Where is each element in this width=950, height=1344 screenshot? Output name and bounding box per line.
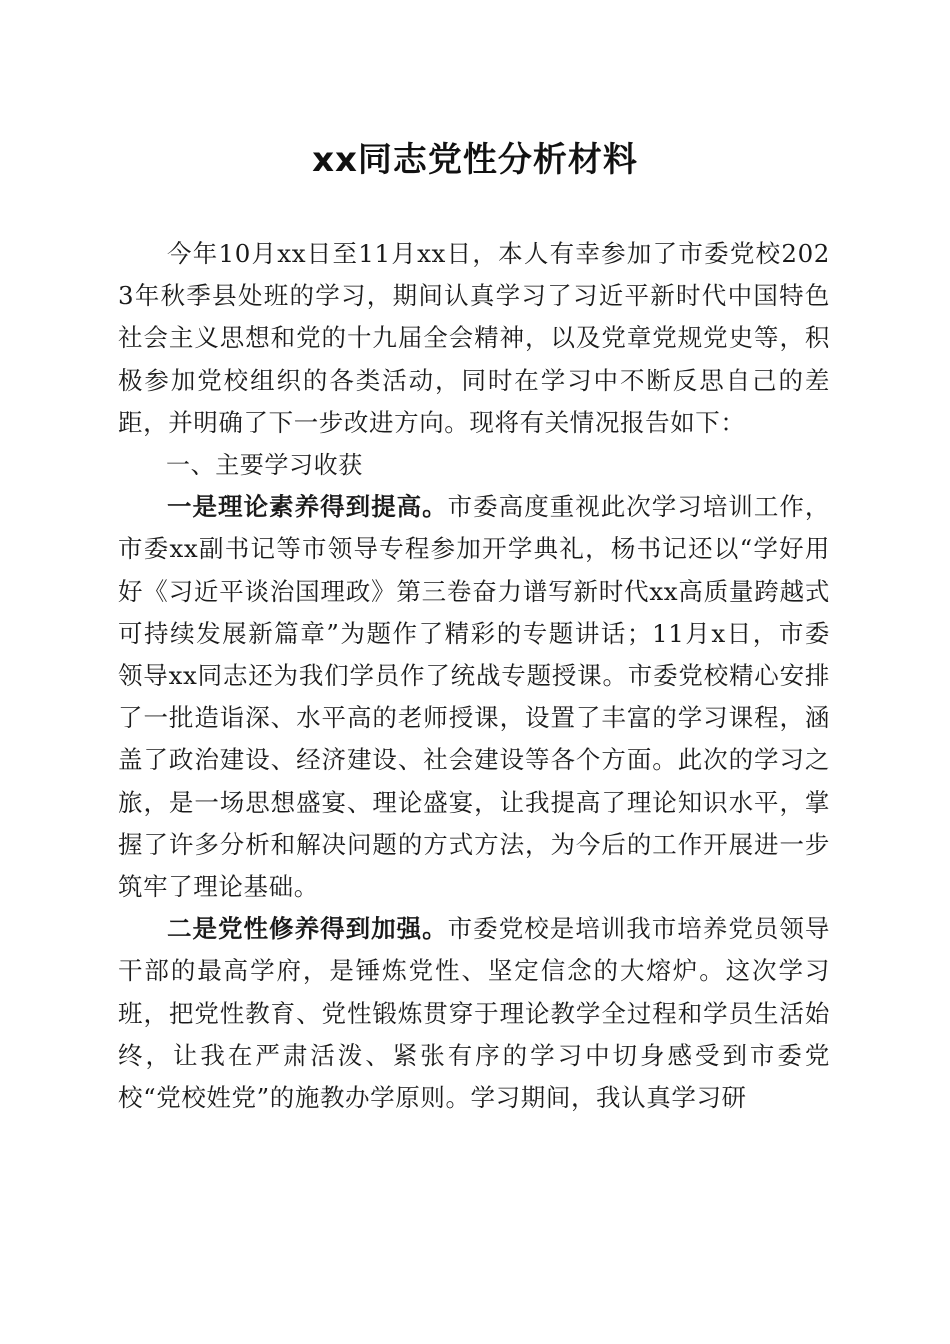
intro-paragraph-text: 今年10月xx日至11月xx日，本人有幸参加了市委党校2023年秋季县处班的学习，期间认真学习了习近平新时代中国特色社会主义思想和党的十九届全会精神，以及党章党规党史等，积极参加党校组织的各类活动，同时在学习中不断反思自己的差距，并明确了下一步改进方向。现将有关情况报告如下：	[118, 239, 830, 437]
point-1-lead: 一是理论素养得到提高。	[167, 492, 448, 522]
point-paragraph-2	[118, 908, 830, 1119]
document-body	[118, 233, 830, 1119]
point-2-lead: 二是党性修养得到加强。	[167, 914, 448, 944]
point-paragraph-1	[118, 486, 830, 908]
section-heading: 一、主要学习收获	[166, 451, 363, 480]
document-title: xx同志党性分析材料	[312, 140, 638, 180]
point-2-text: 市委党校是培训我市培养党员领导干部的最高学府，是锤炼党性、坚定信念的大熔炉。这次学习班，把党性教育、党性锻炼贯穿于理论教学全过程和学员生活始终，让我在严肃活泼、紧张有序的学习中切身感受到市委党校“党校姓党”的施教办学原则。学习期间，我认真学习研	[118, 914, 830, 1113]
point-1-text: 市委高度重视此次学习培训工作，市委xx副书记等市领导专程参加开学典礼，杨书记还以“学好用好《习近平谈治国理政》第三卷奋力谱写新时代xx高质量跨越式可持续发展新篇章”为题作了精彩的专题讲话；11月x日，市委领导xx同志还为我们学员作了统战专题授课。市委党校精心安排了一批造诣深、水平高的老师授课，设置了丰富的学习课程，涵盖了政治建设、经济建设、社会建设等各个方面。此次的学习之旅，是一场思想盛宴、理论盛宴，让我提高了理论知识水平，掌握了许多分析和解决问题的方式方法，为今后的工作开展进一步筑牢了理论基础。	[118, 492, 830, 902]
intro-paragraph	[118, 233, 830, 444]
